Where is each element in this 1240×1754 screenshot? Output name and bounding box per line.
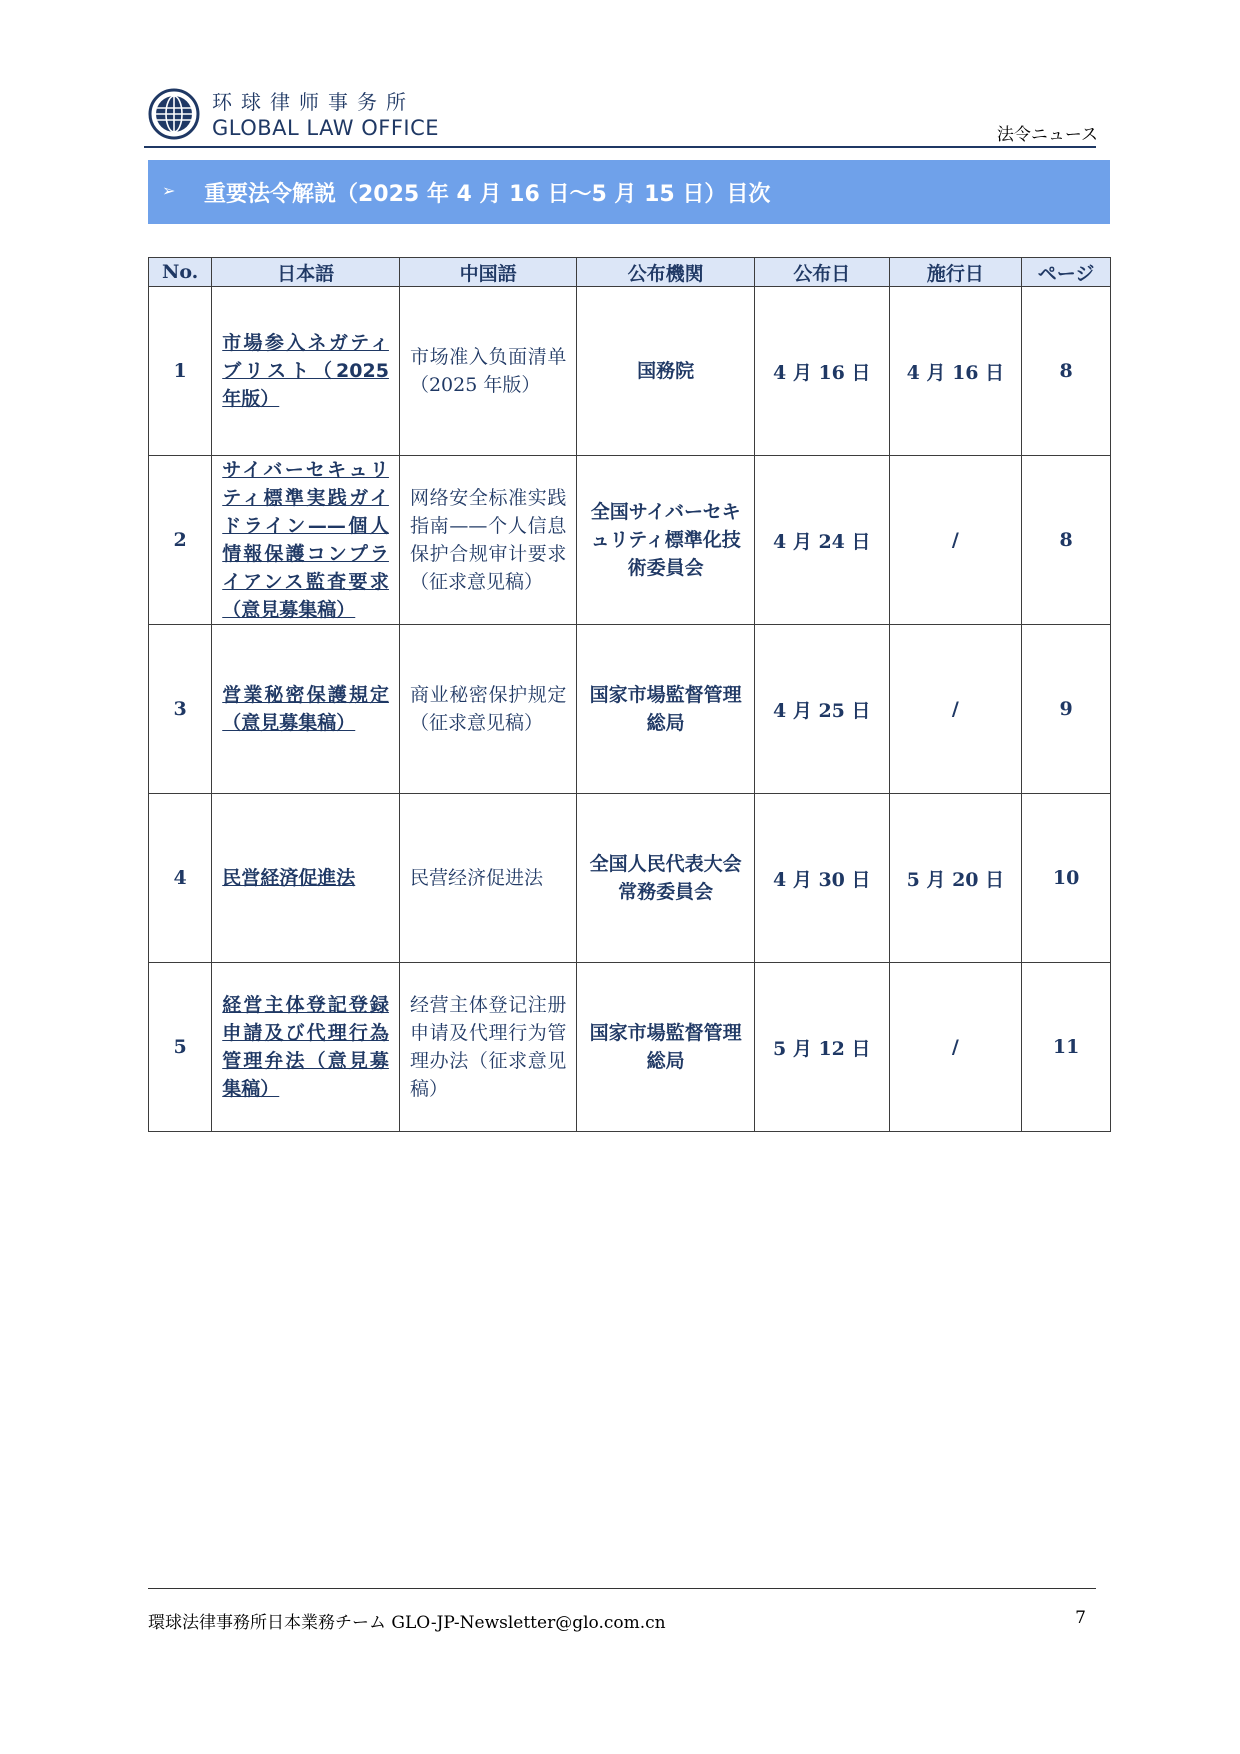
row-number: 4 [149, 794, 212, 963]
table-header-row [149, 258, 1111, 287]
published-date: 4 月 25 日 [754, 625, 889, 794]
table-row [149, 963, 1111, 1132]
row-number: 1 [149, 287, 212, 456]
effective-date: / [889, 456, 1022, 625]
footer-page-number: 7 [1075, 1608, 1086, 1628]
row-number: 3 [149, 625, 212, 794]
effective-date: / [889, 963, 1022, 1132]
section-banner [148, 160, 1110, 224]
row-number: 5 [149, 963, 212, 1132]
issuing-authority: 国家市場監督管理総局 [577, 625, 755, 794]
law-title-link[interactable]: 民営経済促進法 [222, 867, 356, 889]
law-title-link[interactable]: 経営主体登記登録申請及び代理行為管理弁法（意見募集稿） [222, 994, 389, 1100]
law-title-link[interactable]: サイバーセキュリティ標準実践ガイドライン——個人情報保護コンプライアンス監査要求（意見募集稿） [222, 459, 389, 621]
footer-divider [148, 1588, 1096, 1589]
issuing-authority: 国務院 [577, 287, 755, 456]
effective-date: 4 月 16 日 [889, 287, 1022, 456]
column-header-chinese: 中国語 [399, 258, 577, 287]
table-row [149, 794, 1111, 963]
issuing-authority: 全国サイバーセキュリティ標準化技術委員会 [577, 456, 755, 625]
row-number: 2 [149, 456, 212, 625]
table-row [149, 287, 1111, 456]
page-number: 8 [1022, 456, 1111, 625]
globe-logo-icon [148, 88, 200, 140]
logo-english-name: GLOBAL LAW OFFICE [212, 116, 440, 140]
effective-date: 5 月 20 日 [889, 794, 1022, 963]
footer-contact: 環球法律事務所日本業務チーム GLO-JP-Newsletter@glo.com.cn [148, 1613, 666, 1633]
logo-chinese-name: 环球律师事务所 [212, 90, 415, 114]
chinese-title: 经营主体登记注册申请及代理行为管理办法（征求意见稿） [399, 963, 577, 1132]
law-title-link[interactable]: 市場参入ネガティブリスト（2025 年版） [222, 332, 389, 410]
column-header-no: No. [149, 258, 212, 287]
arrow-bullet-icon: ➢ [162, 181, 176, 200]
effective-date: / [889, 625, 1022, 794]
chinese-title: 商业秘密保护规定（征求意见稿） [399, 625, 577, 794]
page-number: 11 [1022, 963, 1111, 1132]
column-header-japanese: 日本語 [212, 258, 400, 287]
page-header [148, 84, 1098, 148]
published-date: 4 月 24 日 [754, 456, 889, 625]
issuing-authority: 全国人民代表大会常務委員会 [577, 794, 755, 963]
column-header-published: 公布日 [754, 258, 889, 287]
table-row [149, 456, 1111, 625]
header-divider [144, 146, 1096, 148]
section-title: 重要法令解説（2025 年 4 月 16 日～5 月 15 日）目次 [204, 182, 771, 207]
published-date: 5 月 12 日 [754, 963, 889, 1132]
column-header-issuer: 公布機関 [577, 258, 755, 287]
chinese-title: 民营经济促进法 [399, 794, 577, 963]
column-header-page: ページ [1022, 258, 1111, 287]
issuing-authority: 国家市場監督管理総局 [577, 963, 755, 1132]
header-section-label: 法令ニュース [996, 125, 1098, 145]
law-title-link[interactable]: 営業秘密保護規定（意見募集稿） [222, 684, 389, 734]
published-date: 4 月 30 日 [754, 794, 889, 963]
page-number: 9 [1022, 625, 1111, 794]
page-number: 8 [1022, 287, 1111, 456]
page-number: 10 [1022, 794, 1111, 963]
contents-table [148, 257, 1111, 1132]
column-header-effective: 施行日 [889, 258, 1022, 287]
chinese-title: 网络安全标准实践指南——个人信息保护合规审计要求（征求意见稿） [399, 456, 577, 625]
table-row [149, 625, 1111, 794]
chinese-title: 市场准入负面清单 （2025 年版） [399, 287, 577, 456]
published-date: 4 月 16 日 [754, 287, 889, 456]
